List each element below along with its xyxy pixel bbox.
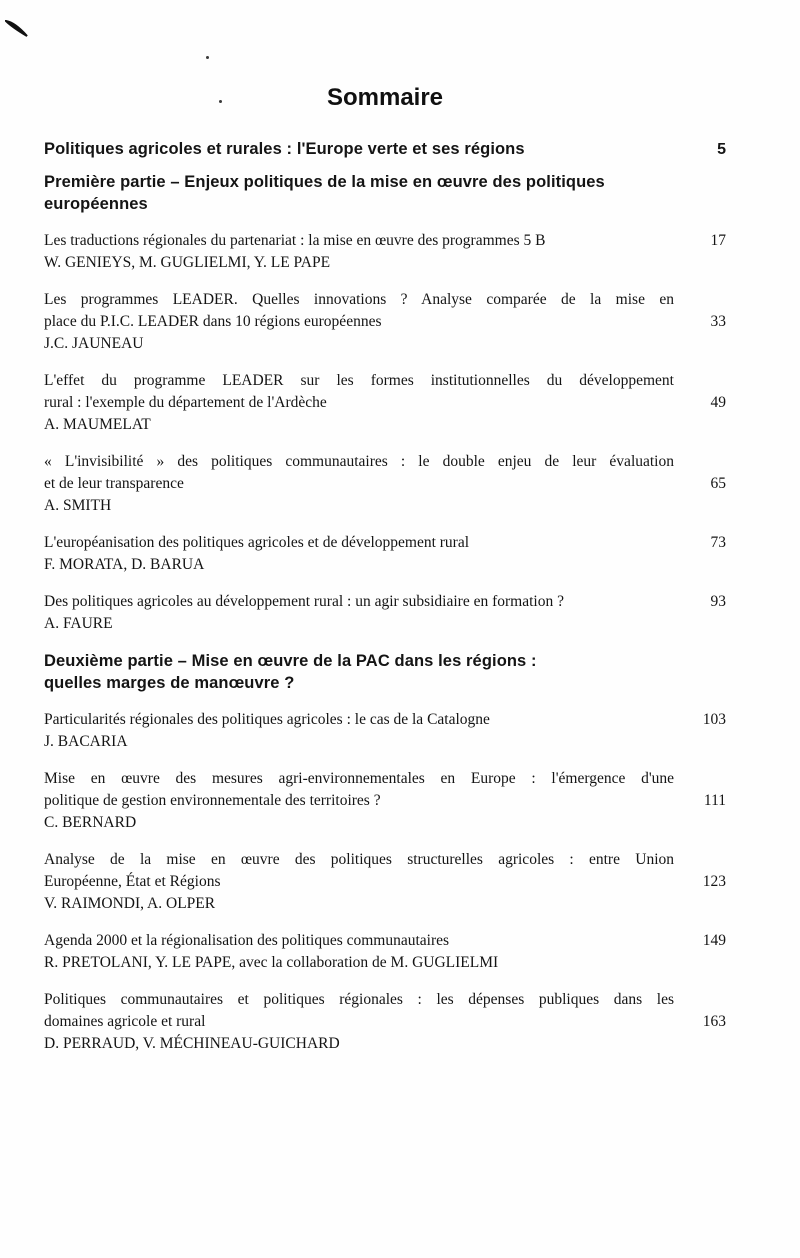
entry-title-line: Deuxième partie – Mise en œuvre de la PAC dans les régions :: [44, 652, 537, 670]
entry-page-number: 93: [710, 593, 726, 610]
entry-title-line: rural : l'exemple du département de l'Ardèche: [44, 394, 327, 411]
entry-page-number: 17: [710, 232, 726, 249]
entry-title-line: Première partie – Enjeux politiques de la mise en œuvre des politiques: [44, 173, 605, 191]
entry-page-number: 65: [710, 475, 726, 492]
entry-authors: W. GENIEYS, M. GUGLIELMI, Y. LE PAPE: [44, 254, 331, 271]
entry-title-line: Les traductions régionales du partenariat : la mise en œuvre des programmes 5 B: [44, 232, 546, 249]
entry-page-number: 73: [710, 534, 726, 551]
entry-title-row: [44, 311, 726, 333]
toc-entry-article: [44, 289, 726, 355]
entry-authors: J.C. JAUNEAU: [44, 335, 144, 352]
entry-authors: A. SMITH: [44, 497, 112, 514]
page-title: Sommaire: [326, 84, 444, 111]
entry-page-number: 49: [710, 394, 726, 411]
entry-title-line: L'effet du programme LEADER sur les formes institutionnelles du développement: [44, 372, 674, 389]
toc-entry-article: [44, 370, 726, 436]
entry-title-row: [44, 392, 726, 414]
entry-title-line: L'européanisation des politiques agricoles et de développement rural: [44, 534, 470, 551]
entry-authors: A. MAUMELAT: [44, 416, 151, 433]
entry-authors: C. BERNARD: [44, 814, 137, 831]
entry-title-row: [44, 230, 726, 252]
entry-authors: J. BACARIA: [44, 733, 128, 750]
entry-title-row: [44, 930, 726, 952]
toc-page: [44, 84, 726, 1070]
toc-entry-article: [44, 849, 726, 915]
scan-speck: [206, 56, 209, 59]
entry-title-row: [44, 871, 726, 893]
toc-entry-article: [44, 989, 726, 1055]
entry-authors: F. MORATA, D. BARUA: [44, 556, 205, 573]
entry-page-number: 5: [717, 141, 726, 158]
toc-entry-chapter: [44, 138, 726, 161]
entry-page-number: 111: [703, 792, 726, 809]
entry-title-row: [44, 1011, 726, 1033]
toc-entry-article: [44, 930, 726, 974]
entry-authors: R. PRETOLANI, Y. LE PAPE, avec la collaboration de M. GUGLIELMI: [44, 954, 499, 971]
entry-title-line: quelles marges de manœuvre ?: [44, 674, 295, 692]
entry-title-line: domaines agricole et rural: [44, 1013, 206, 1030]
toc-entry-article: [44, 451, 726, 517]
entry-title-line: Particularités régionales des politiques agricoles : le cas de la Catalogne: [44, 711, 490, 728]
toc-entry-part: [44, 650, 726, 694]
pen-mark-icon: [5, 20, 31, 42]
entry-page-number: 123: [702, 873, 726, 890]
entry-title-row: [44, 790, 726, 812]
entry-title-line: place du P.I.C. LEADER dans 10 régions européennes: [44, 313, 382, 330]
toc-entry-article: [44, 591, 726, 635]
entry-authors: V. RAIMONDI, A. OLPER: [44, 895, 216, 912]
entry-title-line: et de leur transparence: [44, 475, 184, 492]
entry-title-line: européennes: [44, 195, 148, 213]
entry-authors: D. PERRAUD, V. MÉCHINEAU-GUICHARD: [44, 1035, 340, 1052]
toc-entry-part: [44, 171, 726, 215]
entry-title-line: Politiques communautaires et politiques régionales : les dépenses publiques dans les: [44, 991, 674, 1008]
entry-title-line: Des politiques agricoles au développement rural : un agir subsidiaire en formation ?: [44, 593, 564, 610]
entry-page-number: 163: [702, 1013, 726, 1030]
entry-title-line: politique de gestion environnementale des territoires ?: [44, 792, 381, 809]
entry-title-row: [44, 591, 726, 613]
pen-mark: [5, 20, 31, 47]
entry-title-line: « L'invisibilité » des politiques communautaires : le double enjeu de leur évaluation: [44, 453, 674, 470]
entry-title-line: Européenne, État et Régions: [44, 873, 221, 890]
toc-entry-article: [44, 230, 726, 274]
toc-entries: [44, 138, 726, 1055]
entry-title-line: Agenda 2000 et la régionalisation des politiques communautaires: [44, 932, 450, 949]
entry-title-row: [44, 532, 726, 554]
entry-title-line: Politiques agricoles et rurales : l'Europe verte et ses régions: [44, 140, 525, 158]
entry-title-line: Mise en œuvre des mesures agri-environnementales en Europe : l'émergence d'une: [44, 770, 674, 787]
toc-entry-article: [44, 768, 726, 834]
toc-entry-article: [44, 532, 726, 576]
entry-page-number: 103: [702, 711, 726, 728]
entry-title-row: [44, 473, 726, 495]
entry-page-number: 33: [710, 313, 726, 330]
entry-title-row: [44, 138, 726, 161]
toc-entry-article: [44, 709, 726, 753]
entry-authors: A. FAURE: [44, 615, 113, 632]
entry-page-number: 149: [702, 932, 726, 949]
entry-title-line: Analyse de la mise en œuvre des politiques structurelles agricoles : entre Union: [44, 851, 674, 868]
entry-title-row: [44, 709, 726, 731]
entry-title-line: Les programmes LEADER. Quelles innovations ? Analyse comparée de la mise en: [44, 291, 674, 308]
